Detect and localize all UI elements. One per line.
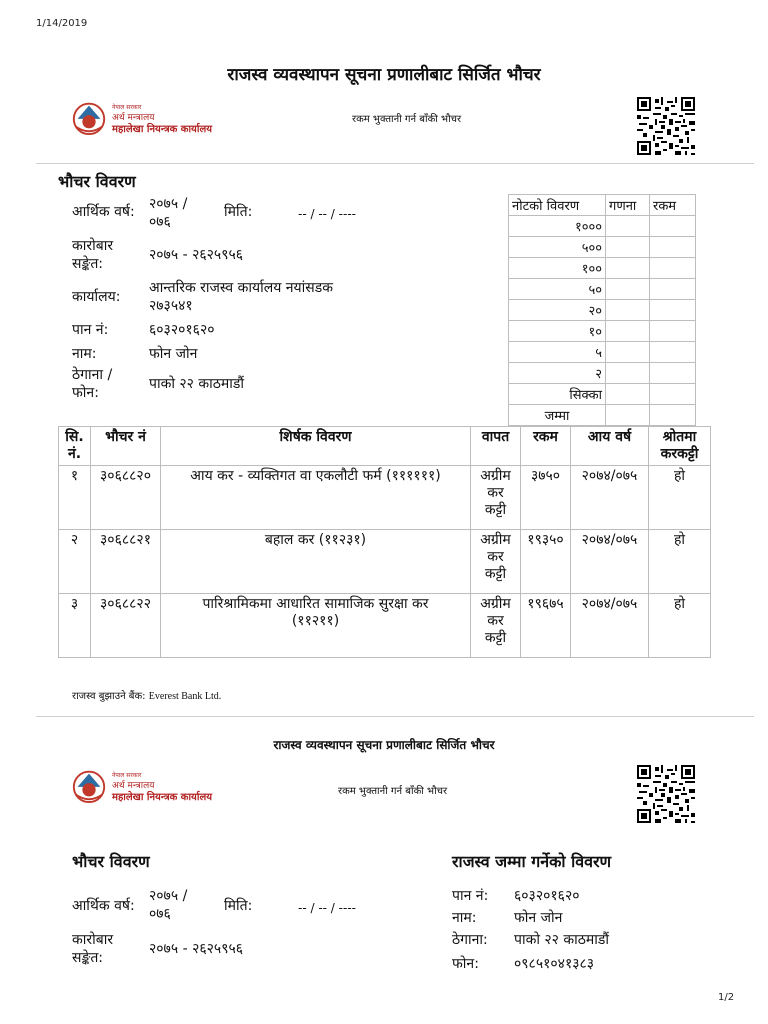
address-label: ठेगाना / [72,367,113,383]
office-label: कार्यालय: [72,289,121,305]
fiscal-year-value-2: ०७६ [149,906,171,922]
logo-line-1: नेपाल सरकार [112,772,142,779]
govt-logo-2 [70,760,230,810]
txn-code-label: कारोबार [72,238,114,254]
table-row [509,258,696,279]
revenue-depositor-heading: राजस्व जम्मा गर्नेको विवरण [452,852,612,871]
row-type-line-2: कर [487,613,504,629]
row-type-line-2: कर [487,485,504,501]
fiscal-year-label: आर्थिक वर्ष: [72,204,135,220]
depositor-pan-value: ६०३२०१६२० [514,888,580,904]
row-heading-line-1: पारिश्रामिकमा आधारित सामाजिक सुरक्षा कर [202,596,429,612]
note-amount [650,321,696,342]
col-income-year: आय वर्ष [571,427,649,466]
table-row [509,342,696,363]
fiscal-year-value: २०७५ / [149,196,188,212]
name-label: नाम: [72,346,97,362]
voucher-title-2: राजस्व व्यवस्थापन सूचना प्रणालीबाट सिर्जित भौचर [273,738,495,752]
row-amount: १९३५० [521,530,571,594]
note-amount [650,300,696,321]
depositor-phone-label: फोन: [452,956,479,972]
note-count [606,342,650,363]
note-count [606,384,650,405]
table-row [59,530,711,594]
col-sn-line-2: नं. [67,446,82,462]
table-row [509,237,696,258]
notes-header-amount: रकम [650,195,696,216]
office-value-2: २७३५४१ [149,298,193,314]
row-income-year: २०७४/०७५ [571,466,649,530]
txn-code-value: २०७५ - २६२५९५६ [149,941,244,957]
note-denomination: १००० [509,216,606,237]
row-voucher-no: ३०६८८२१ [91,530,161,594]
table-row [509,279,696,300]
notes-header-count: गणना [606,195,650,216]
note-denomination: २० [509,300,606,321]
row-type-line-1: अग्रीम [480,596,511,612]
row-sn: १ [59,466,91,530]
qr-code-icon [637,97,695,155]
row-heading [161,530,471,594]
table-row [509,405,696,426]
col-source-line-1: श्रोतमा [662,429,697,445]
date-value: -- / -- / ---- [298,901,356,915]
table-row [509,321,696,342]
note-amount [650,237,696,258]
note-amount [650,405,696,426]
row-type-line-3: कट्टी [484,630,507,646]
logo-line-3: महालेखा नियन्त्रक कार्यालय [112,124,213,135]
note-amount [650,279,696,300]
note-count [606,363,650,384]
note-denomination: सिक्का [509,384,606,405]
note-count [606,216,650,237]
row-type [471,466,521,530]
nepal-emblem-icon [70,98,108,136]
note-denomination: १० [509,321,606,342]
table-row [509,216,696,237]
divider [36,163,754,164]
note-count [606,321,650,342]
col-heading: शिर्षक विवरण [161,427,471,466]
deposit-bank-label: राजस्व बुझाउने बैंक: [72,691,146,702]
row-sn: २ [59,530,91,594]
col-source-line-2: करकट्टी [660,446,699,462]
row-type-line-2: कर [487,549,504,565]
note-count [606,258,650,279]
fiscal-year-value-2: ०७६ [149,214,171,230]
depositor-phone-value: ०९८५१०४१३८३ [514,956,595,972]
qr-code-icon [637,765,695,823]
depositor-pan-label: पान नं: [452,888,489,904]
note-amount [650,216,696,237]
deposit-bank-value: Everest Bank Ltd. [148,691,222,702]
table-row [59,594,711,658]
logo-line-1: नेपाल सरकार [112,104,142,111]
table-row [509,363,696,384]
depositor-address-label: ठेगाना: [452,932,488,948]
depositor-name-label: नाम: [452,910,477,926]
row-type [471,530,521,594]
note-denomination: १०० [509,258,606,279]
row-voucher-no: ३०६८८२२ [91,594,161,658]
depositor-address-value: पाको २२ काठमाडौं [514,932,610,948]
logo-line-3: महालेखा नियन्त्रक कार्यालय [112,792,213,803]
address-label-2: फोन: [72,385,99,401]
note-denomination: ५० [509,279,606,300]
note-amount [650,258,696,279]
row-voucher-no: ३०६८८२० [91,466,161,530]
address-value: पाको २२ काठमाडौं [149,376,245,392]
row-income-year: २०७४/०७५ [571,594,649,658]
nepal-emblem-icon [70,766,108,804]
txn-code-label: कारोबार [72,932,114,948]
note-denomination: ५ [509,342,606,363]
voucher-title: राजस्व व्यवस्थापन सूचना प्रणालीबाट सिर्जित भौचर [227,65,541,85]
col-voucher-no: भौचर नं [91,427,161,466]
logo-line-2: अर्थ मन्त्रालय [112,781,155,791]
logo-line-2: अर्थ मन्त्रालय [112,113,155,123]
divider [36,716,754,717]
row-type-line-3: कट्टी [484,566,507,582]
col-type: वापत [471,427,521,466]
txn-code-label-2: सङ्केत: [72,950,104,966]
note-amount [650,342,696,363]
voucher-subtitle: रकम भुक्तानी गर्न बाँकी भौचर [352,114,462,125]
table-row [59,466,711,530]
txn-code-value: २०७५ - २६२५९५६ [149,247,244,263]
voucher-subtitle-2: रकम भुक्तानी गर्न बाँकी भौचर [338,786,448,797]
fiscal-year-value: २०७५ / [149,888,188,904]
deposit-bank [72,688,221,702]
fiscal-year-label: आर्थिक वर्ष: [72,898,135,914]
pan-value: ६०३२०१६२० [149,322,215,338]
col-source-deduction [649,427,711,466]
note-amount [650,384,696,405]
note-total-label: जम्मा [509,405,606,426]
note-amount [650,363,696,384]
row-heading-line-1: बहाल कर (११२३१) [264,532,367,548]
note-count [606,405,650,426]
row-heading [161,594,471,658]
row-type-line-3: कट्टी [484,502,507,518]
note-count [606,237,650,258]
voucher-items-table [58,426,711,658]
row-source-deduction: हो [649,594,711,658]
row-source-deduction: हो [649,466,711,530]
row-source-deduction: हो [649,530,711,594]
col-sn [59,427,91,466]
name-value: फोन जोन [149,346,198,362]
note-denomination: ५०० [509,237,606,258]
row-type-line-1: अग्रीम [480,468,511,484]
table-row [509,300,696,321]
note-count [606,279,650,300]
office-value: आन्तरिक राजस्व कार्यालय नयांसडक [149,280,333,296]
row-sn: ३ [59,594,91,658]
table-row [509,384,696,405]
depositor-name-value: फोन जोन [514,910,563,926]
note-denomination: २ [509,363,606,384]
row-heading [161,466,471,530]
print-date: 1/14/2019 [36,18,88,29]
col-sn-line-1: सि. [65,429,84,445]
pan-label: पान नं: [72,322,109,338]
voucher-detail-heading-2: भौचर विवरण [72,852,150,871]
date-value: -- / -- / ---- [298,207,356,221]
row-amount: ३७५० [521,466,571,530]
notes-header-detail: नोटको विवरण [509,195,606,216]
page-number: 1/2 [718,992,735,1003]
row-type-line-1: अग्रीम [480,532,511,548]
row-income-year: २०७४/०७५ [571,530,649,594]
note-count [606,300,650,321]
row-amount: १९६७५ [521,594,571,658]
col-amount: रकम [521,427,571,466]
txn-code-label-2: सङ्केत: [72,256,104,272]
row-heading-line-1: आय कर - व्यक्तिगत वा एकलौटी फर्म (११११११) [190,468,441,484]
date-label: मिति: [224,204,253,220]
row-type [471,594,521,658]
row-heading-line-2: (११२११) [291,613,340,629]
voucher-detail-heading: भौचर विवरण [58,172,136,191]
date-label: मिति: [224,898,253,914]
note-denomination-table [508,194,696,426]
govt-logo [70,92,230,142]
